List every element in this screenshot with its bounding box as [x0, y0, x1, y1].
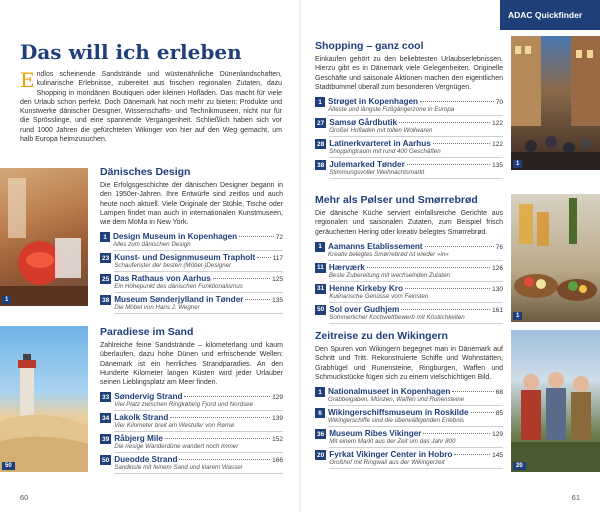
item-page: 152	[272, 436, 283, 444]
item-name: Wikingerschiffsmuseum in Roskilde	[328, 408, 469, 418]
item-number: 20	[317, 451, 325, 459]
right-page	[301, 0, 600, 512]
drop-cap: E	[20, 68, 35, 92]
page-title: Das will ich erleben	[20, 40, 242, 64]
item-page: 130	[492, 285, 503, 293]
list-item[interactable]	[100, 413, 283, 432]
photo-badge: 50	[2, 462, 15, 470]
item-page: 76	[495, 243, 503, 251]
item-name: Latinerkvarteret in Aarhus	[329, 139, 431, 149]
item-page: 122	[492, 141, 503, 149]
list-item[interactable]	[100, 434, 283, 453]
list-item[interactable]	[315, 97, 503, 116]
beach-section	[100, 326, 283, 476]
item-name: Strøget in Kopenhagen	[328, 97, 419, 107]
list-item[interactable]	[100, 392, 283, 411]
smorrebrod-graphic	[511, 194, 600, 322]
lighthouse-graphic	[0, 326, 88, 472]
item-name: Henne Kirkeby Kro	[329, 283, 403, 293]
item-sub: Die riesige Wanderdüne wandert noch immer	[114, 443, 239, 451]
item-number: 1	[315, 387, 325, 397]
item-sub: Älteste und längste Fußgängerzone in Europa	[328, 106, 455, 114]
section-heading: Paradiese im Sand	[100, 326, 194, 338]
page-number: 61	[571, 493, 580, 502]
vikings-photo	[511, 330, 600, 472]
item-number: 25	[102, 275, 110, 283]
item-sub: Schaufenster der besten (Möbel-)Designer	[114, 262, 232, 270]
food-list	[315, 242, 503, 324]
intro-text: ndlos scheinende Sandstrände und wüstenähnliche Dünenlandschaften, kulinarische Erlebnisse, zubereitet aus frischen regionalen Zutaten, dazu Shopping in mondänen Boutiquen oder kleinen Hofläden. Das macht für viele den Urlaub schon perfekt. Doch Dänemark hat noch mehr zu bieten: Produkte und Kunstwerke dänischer Designer, Wissenschafts- und Technikmuseen, nicht nur für die Sprösslinge, und eine spannende Vergangenheit. Schließlich haben sich vor rund 1000 Jahren die gefürchteten Wikinger von hier auf den Weg gemacht, um halb Europa heimzusuchen.	[20, 71, 282, 144]
shopping-photo	[511, 36, 600, 170]
food-section	[315, 194, 503, 326]
item-sub: Die Möbel von Hans J. Wegner	[114, 304, 200, 312]
item-number: 6	[315, 408, 325, 418]
item-number: 11	[317, 264, 324, 272]
section-heading: Zeitreise zu den Wikingern	[315, 330, 448, 342]
vikings-section	[315, 330, 503, 471]
page-number: 60	[20, 493, 29, 502]
item-page: 145	[492, 452, 503, 460]
section-heading: Dänisches Design	[100, 166, 191, 178]
item-number: 36	[317, 430, 325, 438]
vikings-graphic	[511, 330, 600, 472]
intro-paragraph	[20, 70, 282, 144]
list-item[interactable]	[315, 263, 503, 282]
item-sub: Sommerlicher Kochwettbewerb mit Köstlichkeiten	[329, 313, 465, 321]
item-name: Das Rathaus von Aarhus	[114, 274, 211, 284]
item-page: 161	[492, 306, 503, 314]
item-sub: Kulinarische Genüsse vom Feinsten	[329, 292, 429, 300]
design-chair-graphic	[0, 168, 88, 306]
item-sub: Shoppingtraum mit rund 400 Geschäften	[329, 148, 441, 156]
list-item[interactable]	[315, 118, 503, 137]
list-item[interactable]	[315, 305, 503, 324]
item-number: 50	[317, 306, 325, 314]
item-number: 28	[317, 140, 325, 148]
item-page: 117	[272, 255, 283, 263]
item-name: Museum Ribes Vikinger	[329, 429, 422, 439]
item-sub: Mit einem Markt aus der Zeit um das Jahr 800	[329, 438, 456, 446]
list-item[interactable]	[100, 253, 283, 272]
item-name: Fyrkat Vikinger Center in Hobro	[329, 450, 453, 460]
list-item[interactable]	[315, 450, 503, 469]
item-number: 27	[317, 119, 325, 127]
list-item[interactable]	[100, 455, 283, 474]
item-name: Aamanns Etablissement	[328, 241, 423, 251]
list-item[interactable]	[315, 242, 503, 261]
item-number: 1	[315, 242, 325, 252]
design-photo	[0, 168, 88, 306]
item-number: 38	[102, 296, 110, 304]
item-sub: Wikingerschiffe sind die überwältigenden Erlebnis	[328, 417, 465, 425]
quickfinder-tag: ADAC Quickfinder	[500, 0, 600, 30]
item-sub: Stimmungsvoller Weihnachtsmarkt	[329, 169, 425, 177]
item-page: 166	[272, 457, 283, 465]
item-number: 39	[102, 435, 110, 443]
shopping-section	[315, 40, 503, 181]
section-body: Die dänische Küche serviert einfallsreiche Gerichte aus regionalen und saisonalen Zutaten, zum Beispiel frisch geräucherten Hering oder kreativ belegtes Smørrebrød.	[315, 210, 503, 236]
item-page: 129	[492, 431, 503, 439]
item-number: 1	[315, 97, 325, 107]
design-list	[100, 232, 283, 314]
item-number: 33	[102, 393, 110, 401]
item-sub: Kreativ belegtes Smørrebrød ist wieder »in«	[328, 250, 449, 258]
item-sub: Beste Zubereitung mit wechselnden Zutaten	[328, 271, 450, 279]
item-number: 50	[102, 456, 110, 464]
beach-photo	[0, 326, 88, 472]
item-page: 122	[492, 120, 503, 128]
food-photo	[511, 194, 600, 322]
item-name: Samsø Gårdbutik	[329, 118, 398, 128]
item-page: 139	[272, 415, 283, 423]
photo-badge: 1	[513, 160, 522, 168]
item-page: 68	[495, 389, 503, 397]
item-number: 38	[317, 161, 325, 169]
item-page: 135	[272, 297, 283, 305]
photo-badge: 20	[513, 462, 526, 470]
list-item[interactable]	[315, 408, 503, 427]
item-name: Nationalmuseet in Kopenhagen	[328, 387, 451, 397]
item-page: 129	[272, 394, 283, 402]
item-name: Dueodde Strand	[114, 455, 178, 465]
item-page: 135	[492, 162, 503, 170]
item-sub: Viel Platz zwischen Ringkøbing Fjord und Nordsee	[114, 401, 254, 409]
item-page: 70	[495, 99, 503, 107]
list-item[interactable]	[315, 284, 503, 303]
item-name: Design Museum in Kopenhagen	[113, 232, 238, 242]
item-name: Museum Sønderjylland in Tønder	[114, 295, 244, 305]
item-sub: Alles zum dänischen Design	[113, 241, 191, 249]
list-item[interactable]	[100, 232, 283, 251]
photo-badge: 1	[2, 296, 11, 304]
item-sub: Ein Höhepunkt des dänischen Funktionalismus	[114, 283, 243, 291]
list-item[interactable]	[315, 160, 503, 179]
item-page: 85	[495, 410, 503, 418]
design-section	[100, 166, 283, 316]
item-sub: Großer Hofladen mit tollen Wollwaren	[329, 127, 433, 135]
section-heading: Mehr als Pølser und Smørrebrød	[315, 194, 478, 206]
list-item[interactable]	[100, 295, 283, 314]
item-number: 34	[102, 414, 110, 422]
item-page: 72	[275, 234, 283, 242]
section-heading: Shopping – ganz cool	[315, 40, 424, 52]
list-item[interactable]	[315, 429, 503, 448]
street-graphic	[511, 36, 600, 170]
item-name: Søndervig Strand	[114, 392, 183, 402]
shopping-list	[315, 97, 503, 179]
vikings-list	[315, 387, 503, 469]
item-sub: Sandkiste mit feinem Sand und klarem Wasser	[114, 464, 243, 472]
item-number: 1	[100, 232, 110, 242]
item-sub: Grabbeigaben, Münzen, Waffen und Runensteine	[328, 396, 465, 404]
photo-badge: 1	[513, 312, 522, 320]
list-item[interactable]	[315, 387, 503, 406]
item-name: Sol over Gudhjem	[329, 304, 400, 314]
section-body: Den Spuren von Wikingern begegnet man in Dänemark auf Schritt und Tritt. Rekonstruierte Schiffe und Wohnstätten, Grabhügel und Runensteine, Ringburgen, Waffen und Schmuckstücke fügen sich zu einem vielschichtigen Bild.	[315, 346, 503, 381]
item-page: 126	[492, 264, 503, 272]
item-name: Kunst- und Designmuseum Trapholt	[114, 253, 256, 263]
item-sub: Vier Kilometer breit am Westufer von Rømø	[114, 422, 235, 430]
section-body: Zahlreiche feine Sandstrände – kilometerlang und kaum überlaufen, dazu hohe Dünen und erfrischende Wellen: Dänemark ist ein herrliches Strandparadies. An den Hunderte Kilometer langen Küsten wird jeder Urlauber seinen Lieblingsplatz am Meer finden.	[100, 342, 283, 387]
item-page: 125	[272, 276, 283, 284]
item-number: 23	[102, 254, 110, 262]
list-item[interactable]	[100, 274, 283, 293]
left-page	[0, 0, 299, 512]
section-body: Die Erfolgsgeschichte der dänischen Designer begann in den 1950er-Jahren. Ihre Entwürfe sind zeitlos und auch heute noch aktuell. Viele Originale der Stühle, Tische oder Lampen findet man auch in internationalen Kunstmuseen, wie dem MoMa in New York.	[100, 182, 283, 227]
item-number: 31	[317, 285, 325, 293]
list-item[interactable]	[315, 139, 503, 158]
beach-list	[100, 392, 283, 474]
item-name: Råbjerg Mile	[114, 434, 163, 444]
item-name: Hærværk	[328, 262, 365, 272]
item-name: Lakolk Strand	[114, 413, 169, 423]
section-body: Einkaufen gehört zu den beliebtesten Urlaubserlebnissen. Hierzu gibt es in Dänemark viele Gelegenheiten. Originelle Geschäfte und saisonale Aktionen machen den eigentlichen Stadtbummel überall zum besonderen Vergnügen.	[315, 56, 503, 91]
item-sub: Großhof mit Ringwall aus der Wikingerzeit	[329, 459, 445, 467]
item-name: Julemarked Tønder	[329, 160, 405, 170]
